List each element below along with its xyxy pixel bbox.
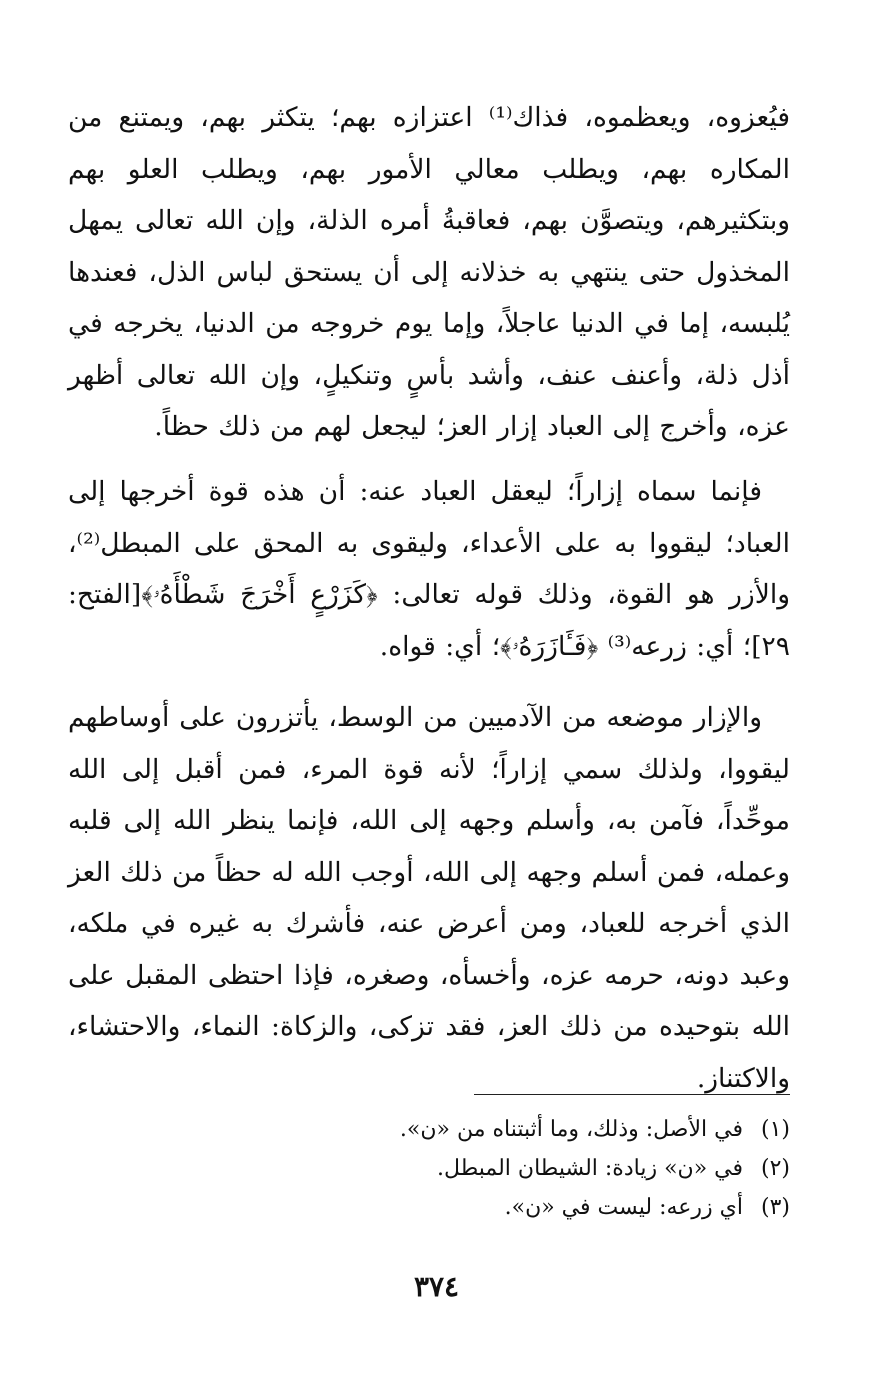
footnote-item: [68, 1149, 790, 1188]
body-paragraph: فيُعزوه، ويعظموه، فذاك⁽¹⁾ اعتزازه بهم؛ يتكثر بهم، ويمتنع من المكاره بهم، ويطلب معالي الأمور بهم، ويطلب العلو بهم وبتكثيرهم، ويتصوَّن بهم، فعاقبةُ أمره الذلة، وإن الله تعالى يمهل المخذول حتى ينتهي به خذلانه إلى أن يستحق لباس الذل، فعندها يُلبسه، إما في الدنيا عاجلاً، وإما يوم خروجه من الدنيا، يخرجه في أذل ذلة، وأعنف عنف، وأشد بأسٍ وتنكيلٍ، وإن الله تعالى أظهر عزه، وأخرج إلى العباد إزار العز؛ ليجعل لهم من ذلك حظاً.: [68, 102, 790, 442]
footnote-number: (١): [760, 1117, 790, 1142]
page-content: [68, 92, 790, 1312]
page-number: ٣٧٤: [413, 1270, 460, 1303]
body-paragraph: فإنما سماه إزاراً؛ ليعقل العباد عنه: أن هذه قوة أخرجها إلى العباد؛ ليقووا به على الأعداء، وليقوى به المحق على المبطل⁽²⁾، والأزر هو القوة، وذلك قوله تعالى: ﴿كَزَرْعٍ أَخْرَجَ شَطْأَهُۥ﴾[الفتح: ٢٩]؛ أي: زرعه⁽³⁾ ﴿فَـَٔازَرَهُۥ﴾؛ أي: قواه.: [68, 476, 790, 662]
footnote-number: (٣): [760, 1195, 790, 1220]
footnote-text: في «ن» زيادة: الشيطان المبطل.: [437, 1156, 743, 1181]
footnotes: [68, 1110, 790, 1227]
body-paragraph: والإزار موضعه من الآدميين من الوسط، يأتزرون على أوساطهم ليقووا، ولذلك سمي إزاراً؛ لأنه قوة المرء، فمن أقبل إلى الله موحِّداً، فآمن به، وأسلم وجهه إلى الله، فإنما ينظر الله إلى قلبه وعمله، فمن أسلم وجهه إلى الله، أوجب الله له حظاً من ذلك العز الذي أخرجه للعباد، ومن أعرض عنه، فأشرك به غيره في ملكه، وعبد دونه، حرمه عزه، وأخسأه، وصغره، فإذا احتظى المقبل على الله بتوحيده من ذلك العز، فقد تزكى، والزكاة: النماء، والاحتشاء، والاكتناز.: [68, 702, 790, 1094]
footnote-item: [68, 1110, 790, 1149]
footnote-text: في الأصل: وذلك، وما أثبتناه من «ن».: [399, 1117, 743, 1142]
footnote-divider: [474, 1094, 790, 1095]
footnote-text: أي زرعه: ليست في «ن».: [504, 1195, 743, 1220]
footnote-item: [68, 1188, 790, 1227]
footnote-number: (٢): [760, 1156, 790, 1181]
